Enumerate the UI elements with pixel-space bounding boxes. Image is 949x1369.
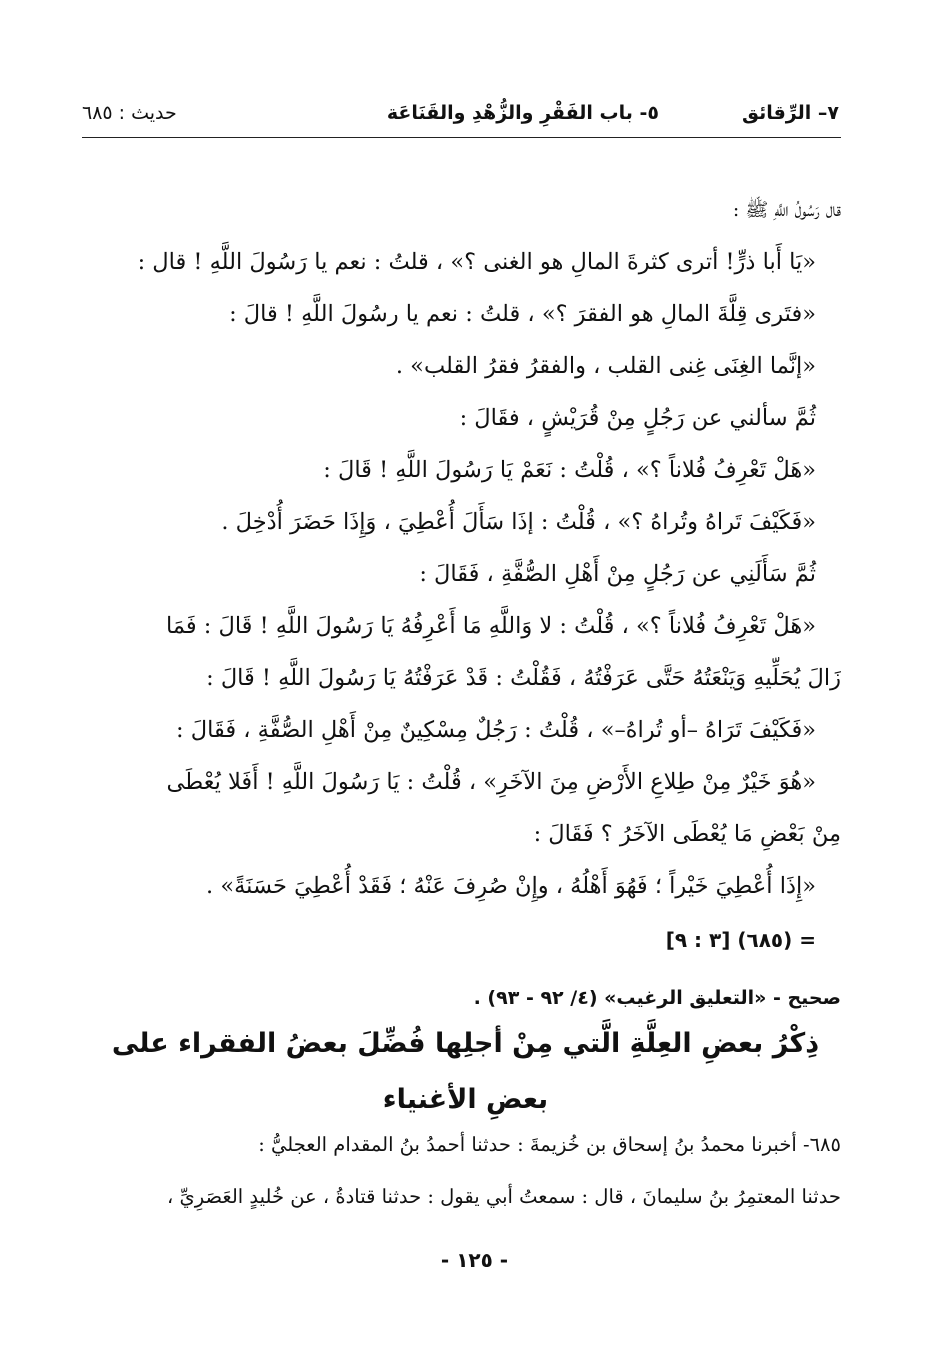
section-heading: ٥- باب الفَقْرِ والزُّهْدِ والقَنَاعَة [386,102,659,124]
isnad-line: حدثنا المعتمِرُ بنُ سليمانَ ، قال : سمعتُ أبي يقول : حدثنا قتادةُ ، عن خُليدٍ العَصَرِيِّ ، [166,1185,841,1208]
text-line: «إنَّما الغِنَى غِنى القلب ، والفقرُ فقرُ القلب» . [395,353,816,379]
text-line: «فتَرى قِلَّةَ المالِ هو الفقرَ ؟» ، قلتُ : نعم يا رسُولَ اللَّهِ ! قالَ : [229,301,816,327]
chapter-title-line: بعضِ الأغنياء [382,1084,549,1115]
running-header [82,98,839,134]
chapter-title [90,1016,841,1128]
hadith-text [95,184,841,1024]
header-divider [82,137,841,138]
text-line: زَالَ يُحَلِّيهِ وَيَنْعَتُهُ حَتَّى عَرَفْتُهُ ، فَقُلْتُ : قَدْ عَرَفْتُهُ يَا رَسُولَ اللَّهِ ! قَالَ : [206,665,841,691]
text-line: «فَكَيْفَ تَراهُ وتُراهُ ؟» ، قُلْتُ : إذَا سَأَلَ أُعْطِيَ ، وَإِذَا حَضَرَ أُدْخِلَ . [221,509,816,535]
chapter-title-line: ذِكْرُ بعضِ العِلَّةِ الَّتي مِنْ أجلِها فُضِّلَ بعضُ الفقراء على [111,1028,820,1059]
grading-note: صحيح - «التعليق الرغيب» (٤/ ٩٢ - ٩٣) . [473,987,841,1009]
intro-line: قال رَسُولُ اللَّهِ ﷺ : [732,199,841,221]
cross-reference: = (٦٨٥) [٣ : ٩] [665,928,816,952]
text-line: «إِذَا أُعْطِيَ خَيْراً ؛ فَهُوَ أَهْلُهُ ، وإِنْ صُرِفَ عَنْهُ ؛ فَقَدْ أُعْطِيَ حَسَنَةً» . [206,873,816,899]
text-line: مِنْ بَعْضِ مَا يُعْطَى الآخَرُ ؟ فَقَالَ : [533,821,841,847]
hadith-number-heading: حديث : ٦٨٥ [82,102,177,124]
text-line: ثُمَّ سَأَلَنِي عن رَجُلٍ مِنْ أَهْلِ الصُّفَّةِ ، فَقَالَ : [419,561,816,587]
text-line: «فَكَيْفَ تَرَاهُ –أو تُراهُ–» ، قُلْتُ : رَجُلٌ مِسْكِينٌ مِنْ أَهْلِ الصُّفَّةِ ، فَقَالَ : [176,717,816,743]
chapter-heading: ٧– الرِّقائق [741,102,839,124]
text-line: «يَا أَبا ذرٍّ! أترى كثرةَ المالِ هو الغنى ؟» ، قلتُ : نعم يا رَسُولَ اللَّهِ ! قال : [137,249,816,275]
text-line: ثُمَّ سألني عن رَجُلٍ مِنْ قُرَيْشٍ ، فقَالَ : [459,405,816,431]
page-number: - ١٢٥ - [440,1248,509,1272]
isnad-text [95,1120,841,1224]
text-line: «هَلْ تَعْرِفُ فُلاناً ؟» ، قُلْتُ : نَعَمْ يَا رَسُولَ اللَّهِ ! قَالَ : [323,457,816,483]
isnad-line: ٦٨٥- أخبرنا محمدُ بنُ إسحاق بن خُزيمةَ : حدثنا أحمدُ بنُ المقدام العجليُّ : [258,1133,841,1156]
text-line: «هَلْ تَعْرِفُ فُلاناً ؟» ، قُلْتُ : لا وَاللَّهِ مَا أَعْرِفُهُ يَا رَسُولَ اللَّهِ ! قَالَ : فَمَا [165,613,816,639]
text-line: «هُوَ خَيْرٌ مِنْ طِلاعِ الأَرْضِ مِنَ الآخَرِ» ، قُلْتُ : يَا رَسُولَ اللَّهِ ! أَفَلا يُعْطَى [166,769,816,795]
